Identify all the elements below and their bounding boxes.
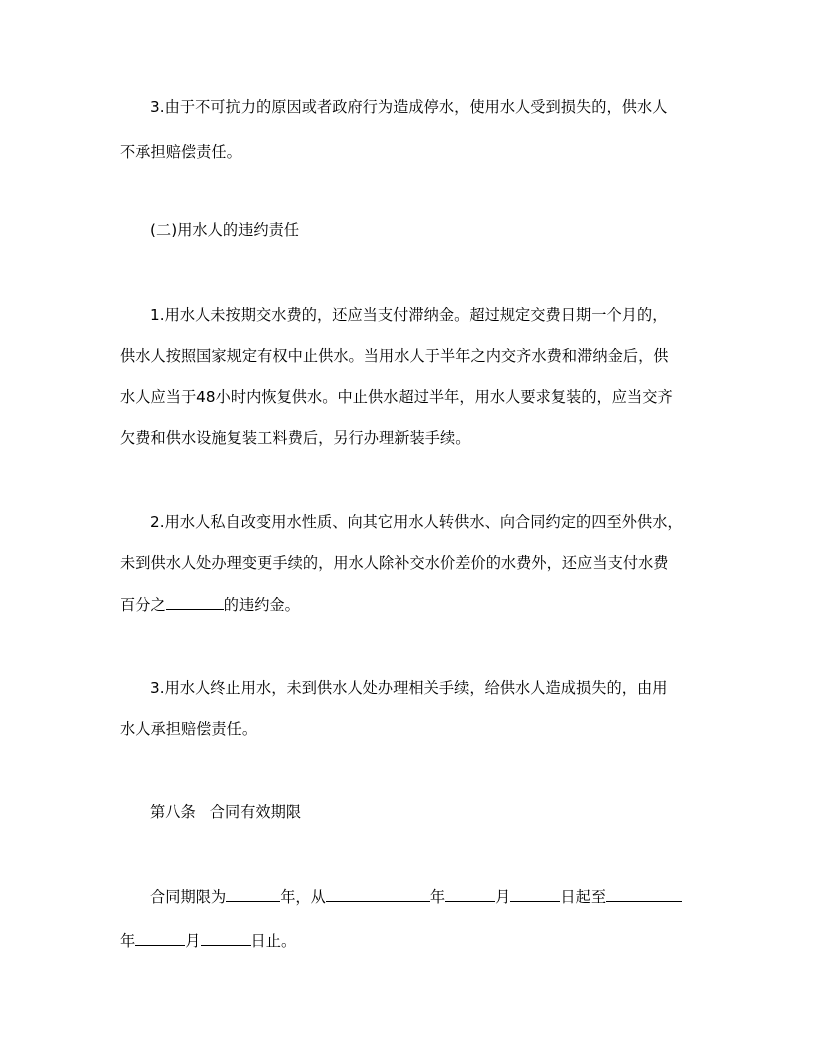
force-majeure-line-2: 不承担赔偿责任。 [120, 143, 242, 161]
start-day-blank[interactable] [510, 886, 560, 902]
term-label: 合同期限为 [150, 888, 227, 906]
end-month-label: 月 [185, 932, 201, 950]
usage-change-line-2: 未到供水人处办理变更手续的，用水人除补交水价差价的水费外，还应当支付水费 [120, 554, 669, 572]
penalty-suffix: 的违约金。 [223, 596, 300, 614]
end-month-blank[interactable] [135, 930, 185, 946]
termination-line-1: 3.用水人终止用水，未到供水人处办理相关手续，给供水人造成损失的，由用 [150, 679, 668, 697]
article-8-heading [150, 802, 700, 822]
late-payment-line-1: 1.用水人未按期交水费的，还应当支付滞纳金。超过规定交费日期一个月的， [150, 306, 668, 324]
percent-label: 百分之 [120, 596, 166, 614]
start-day-to-label: 日起至 [560, 888, 607, 906]
late-payment-line-2: 供水人按照国家规定有权中止供水。当用水人于半年之内交齐水费和滞纳金后，供 [120, 347, 669, 365]
late-payment-line-4: 欠费和供水设施复装工料费后，另行办理新装手续。 [120, 429, 471, 447]
penalty-percent-blank[interactable] [166, 594, 224, 610]
contract-term-line-2 [120, 930, 700, 951]
end-year-blank[interactable] [606, 886, 682, 902]
force-majeure-line-1: 3.由于不可抗力的原因或者政府行为造成停水，使用水人受到损失的，供水人 [150, 98, 668, 116]
late-payment-line-3: 水人应当于48小时内恢复供水。中止供水超过半年，用水人要求复装的，应当交齐 [120, 388, 673, 406]
term-years-blank[interactable] [226, 886, 280, 902]
end-day-blank[interactable] [201, 930, 251, 946]
start-year-blank[interactable] [326, 886, 430, 902]
end-year-label: 年 [120, 932, 136, 950]
start-year-label: 年 [429, 888, 446, 906]
end-day-label: 日止。 [250, 932, 297, 950]
usage-change-line-1: 2.用水人私自改变用水性质、向其它用水人转供水、向合同约定的四至外供水， [150, 513, 683, 531]
article-number: 第八条 [150, 803, 196, 821]
usage-change-line-3 [120, 594, 700, 615]
term-years-from-label: 年，从 [280, 888, 326, 906]
start-month-blank[interactable] [445, 886, 495, 902]
start-month-label: 月 [495, 888, 511, 906]
termination-line-2: 水人承担赔偿责任。 [120, 720, 258, 738]
contract-term-line-1 [150, 886, 700, 907]
section-heading-user-liability: (二)用水人的违约责任 [150, 221, 300, 239]
article-title: 合同有效期限 [209, 803, 302, 821]
